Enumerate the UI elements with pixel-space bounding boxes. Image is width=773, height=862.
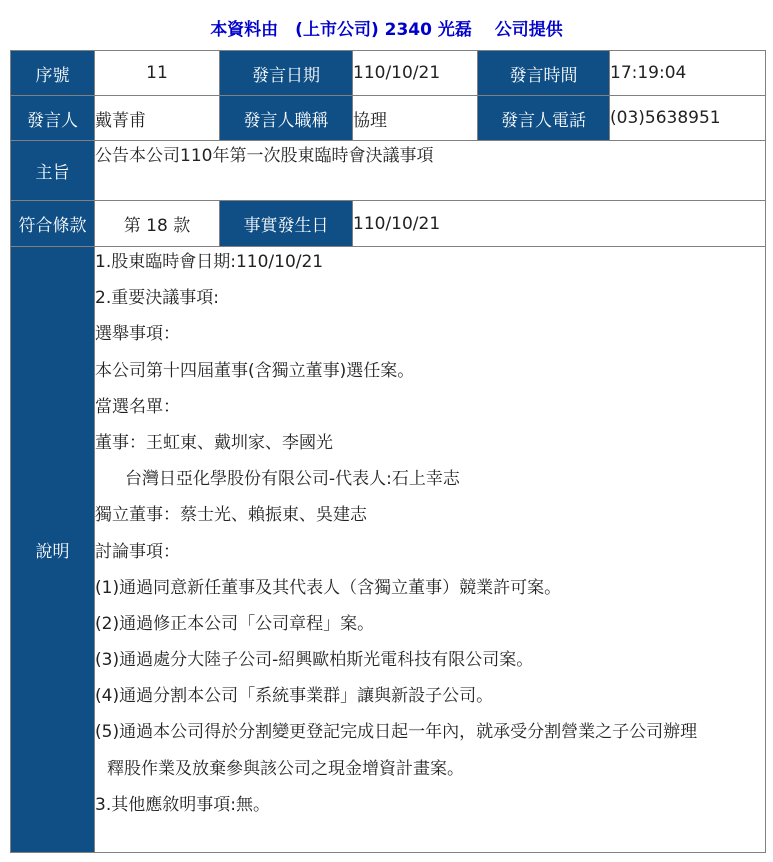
event-date-value: 110/10/21 (353, 201, 766, 247)
subject-label: 主旨 (11, 141, 95, 201)
row-subject (11, 141, 766, 201)
description-line: 1.股東臨時會日期:110/10/21 (95, 252, 324, 272)
clause-value: 第 18 款 (95, 201, 220, 247)
description-line: 當選名單： (95, 396, 180, 417)
description-line: (4)通過分割本公司「系統事業群」讓與新設子公司。 (95, 686, 494, 707)
clause-label: 符合條款 (11, 201, 95, 247)
date-label: 發言日期 (220, 51, 353, 96)
date-value: 110/10/21 (353, 51, 478, 96)
speaker-value: 戴菁甫 (95, 96, 220, 141)
description-line: 釋股作業及放棄參與該公司之現金增資計畫案。 (107, 758, 464, 779)
description-line: 獨立董事：蔡士光、賴振東、吳建志 (95, 505, 367, 526)
speaker-title-label: 發言人職稱 (220, 96, 353, 141)
description-line: 董事：王虹東、戴圳家、李國光 (95, 432, 333, 453)
speaker-phone-value: (03)5638951 (610, 96, 766, 141)
announcement-table (10, 50, 766, 853)
row-meta (11, 51, 766, 96)
description-line: 3.其他應敘明事項:無。 (95, 794, 270, 815)
description-body (95, 247, 766, 853)
row-description (11, 247, 766, 853)
description-label: 說明 (11, 247, 95, 853)
row-speaker (11, 96, 766, 141)
row-clause (11, 201, 766, 247)
description-line: (2)通過修正本公司「公司章程」案。 (95, 613, 375, 634)
description-line: 台灣日亞化學股份有限公司-代表人:石上幸志 (125, 469, 460, 490)
description-line: 選舉事項： (95, 324, 180, 345)
description-line: (3)通過處分大陸子公司-紹興歐柏斯光電科技有限公司案。 (95, 650, 534, 671)
speaker-label: 發言人 (11, 96, 95, 141)
subject-value: 公告本公司110年第一次股東臨時會決議事項 (95, 141, 766, 201)
speaker-title-value: 協理 (353, 96, 478, 141)
description-line: (1)通過同意新任董事及其代表人（含獨立董事）競業許可案。 (95, 577, 562, 598)
time-value: 17:19:04 (610, 51, 766, 96)
speaker-phone-label: 發言人電話 (478, 96, 610, 141)
event-date-label: 事實發生日 (220, 201, 353, 247)
description-line: 本公司第十四屆董事(含獨立董事)選任案。 (95, 360, 415, 381)
seq-label: 序號 (11, 51, 95, 96)
provider-header: 本資料由 (上市公司) 2340 光磊 公司提供 (210, 20, 563, 40)
seq-value: 11 (95, 51, 220, 96)
time-label: 發言時間 (478, 51, 610, 96)
description-line: 討論事項： (95, 541, 180, 562)
description-line: 2.重要決議事項: (95, 288, 219, 309)
description-line: (5)通過本公司得於分割變更登記完成日起一年內，就承受分割營業之子公司辦理 (95, 722, 698, 743)
